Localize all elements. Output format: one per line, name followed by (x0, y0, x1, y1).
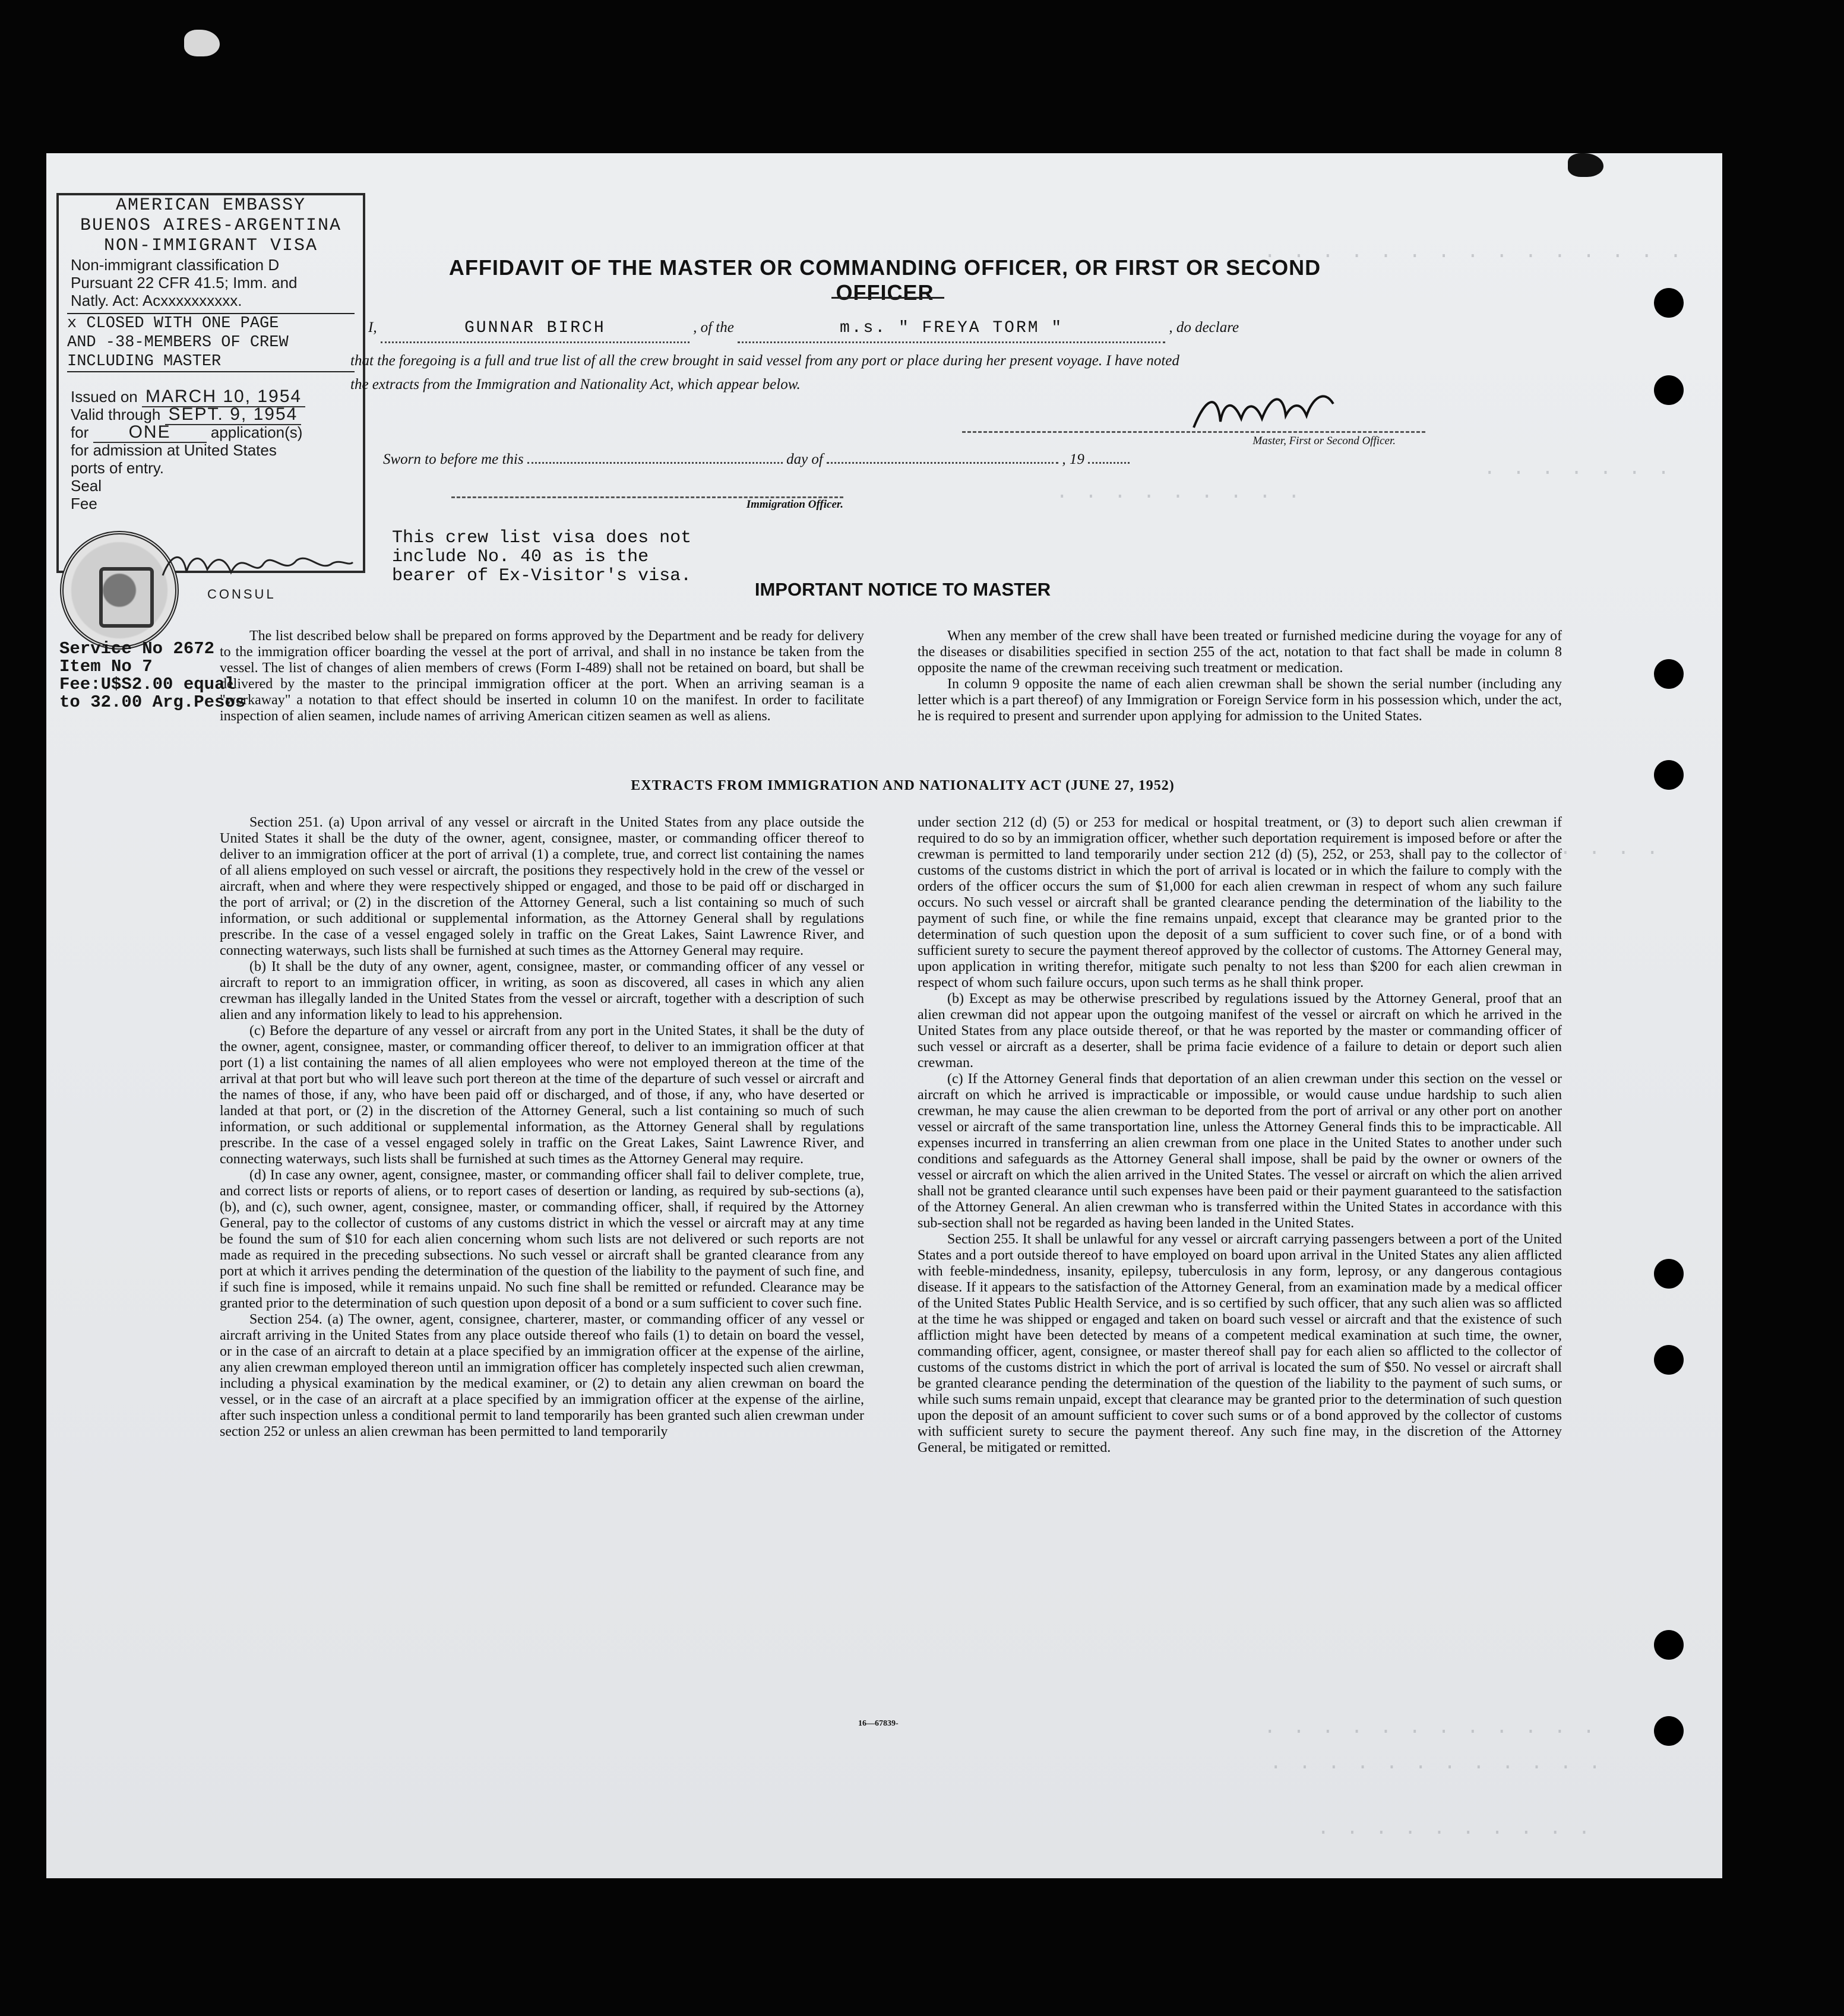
stamp-visa-type: NON-IMMIGRANT VISA (103, 236, 318, 256)
day-of-label: day of (786, 451, 823, 467)
sworn-label: Sworn to before me this (383, 451, 524, 467)
declaration-line-2: that the foregoing is a full and true list of all the crew brought in said vessel from any port or place during her present voyage. I have noted (350, 353, 1179, 369)
bleed-through: · · · · · · (1501, 842, 1661, 865)
stamp-issued-date: MARCH 10, 1954 (142, 387, 305, 407)
year-blank (1088, 452, 1130, 464)
stamp-for-label: for (71, 423, 89, 441)
item-number: Item No 7 (59, 657, 153, 676)
service-number: Service No 2672 (59, 639, 215, 659)
stamp-classification: Non-immigrant classification D (71, 256, 280, 274)
stamp-city: BUENOS AIRES-ARGENTINA (80, 216, 342, 236)
punch-hole (1654, 1345, 1684, 1375)
bleed-through: · · · · · · · · · · · · · · · (1264, 245, 1684, 268)
visa-stamp (56, 193, 365, 602)
notice-paragraph: In column 9 opposite the name of each alien crewman shall be shown the serial number (including any letter which is a part thereof) of any Immigration or Foreign Service form in his possession which, under the act, he is required to present and surrender upon applying for admission to the United States. (918, 676, 1562, 724)
notice-paragraph: When any member of the crew shall have been treated or furnished medicine during the voyage for any of the diseases or disabilities specified in section 255 of the act, notation to that fact shall be made in column 8 opposite the name of the crewman receiving such treatment or medication. (918, 628, 1562, 676)
notice-left-column (220, 628, 864, 724)
notice-title: IMPORTANT NOTICE TO MASTER (754, 579, 1051, 600)
typed-visa-note (392, 528, 691, 586)
bleed-through: · · · · · · · · · · · · (1264, 1721, 1598, 1743)
extracts-right-column (918, 815, 1562, 1456)
stamp-fee-label: Fee (71, 495, 97, 512)
do-declare-label: , do declare (1169, 319, 1239, 336)
stamp-valid (59, 406, 363, 423)
of-the-label: , of the (693, 319, 734, 336)
stamp-issued (59, 388, 363, 406)
paper-scrap (184, 30, 220, 56)
punch-hole (1654, 1259, 1684, 1289)
punch-hole (1654, 288, 1684, 318)
notice-paragraph: The list described below shall be prepared on forms approved by the Department and be ready for delivery to the immigration officer boarding the vessel at the port of arrival, and shall in no instance be taken from the vessel. The list of changes of alien members of crews (Form I-489) shall not be retained on board, but shall be delivered by the master to the principal immigration officer at the port. When an arriving seaman is a "workaway" a notation to that effect should be inserted in column 10 on the manifest. In order to facilitate inspection of alien seamen, include names of arriving American citizen seamen as well as aliens. (220, 628, 864, 724)
act-paragraph: (b) It shall be the duty of any owner, agent, consignee, master, or commanding officer of any vessel or aircraft to report to an immigration officer, in writing, as soon as discovered, all cases in which any alien crewman has illegally landed in the United States from the vessel or aircraft, together with a description of such alien and any information likely to lead to his apprehension. (220, 959, 864, 1023)
act-paragraph: (d) In case any owner, agent, consignee, master, or commanding officer shall fail to deliver complete, true, and correct lists or reports of aliens, or to report cases of desertion or landing, as required by sub-sections (a), (b), and (c), such owner, agent, consignee, master, or commanding officer, shall, if required by the Attorney General, pay to the collector of customs of any customs district in which the vessel or aircraft may at any time be found the sum of $10 for each alien concerning whom such lists are not delivered or such reports are not made as required in the preceding subsections. No such vessel or aircraft shall be granted clearance from any port at which it arrives pending the determination of the question of the liability to the payment of such fine, and if such fine is imposed, while it remains unpaid. No such fine shall be remitted or refunded. Clearance may be granted prior to the determination of such question upon deposit of a bond or a sum sufficient to cover such fine. (220, 1167, 864, 1311)
fee-amount: Fee:U$S2.00 equal (59, 675, 235, 694)
bleed-through: · · · · · · · · · · (1317, 1822, 1593, 1844)
act-paragraph: Section 254. (a) The owner, agent, consignee, charterer, master, or commanding officer of any vessel or aircraft arriving in the United States from any place outside thereof who fails (1) to detain on board the vessel, or in the case of an aircraft to detain at a place specified by an immigration officer at the expense of the airline, any alien crewman employed thereon until an immigration officer has completely inspected such alien crewman, including a physical examination by the medical examiner, or (2) to detain any alien crewman on board the vessel, or in the case of an aircraft at a place specified by an immigration officer at the expense of the airline, after such inspection unless a conditional permit to land temporarily has been granted such alien crewman under section 252 or unless an alien crewman has been permitted to land temporarily (220, 1312, 864, 1439)
punch-hole (1654, 1630, 1684, 1660)
stamp-application-label: application(s) (210, 423, 303, 441)
stamp-for (59, 423, 363, 441)
act-paragraph: under section 212 (d) (5) or 253 for medical or hospital treatment, or (3) to deport such alien crewman if required to do so by an immigration officer, whether such deportation requirement is imposed before or after the crewman is permitted to land temporarily under section 212 (d) (5), 252, or 253, shall pay to the collector of customs of the customs district in which the port of arrival is located or in which the failure to comply with the orders of the officer occurs the sum of $1,000 for each alien crewman in respect of whom any such failure occurs. No such vessel or aircraft shall be granted clearance pending the determination of the liability to the payment of such fine, or while the fine remains unpaid, except that clearance may be granted prior to the determination of such question upon the deposit of a sum sufficient to cover such fine, or of a bond with sufficient surety to secure the payment thereof approved by the collector of customs. The Attorney General may, upon application in writing therefor, mitigate such penalty to not less than $200 for each alien crewman in respect of whom such failure occurs, upon such terms as he shall think proper. (918, 815, 1562, 990)
bleed-through: · · · · · · · (1484, 462, 1672, 485)
typed-note-line: bearer of Ex-Visitor's visa. (392, 566, 692, 586)
stamp-valid-date: SEPT. 9, 1954 (165, 404, 302, 425)
punch-hole (1654, 659, 1684, 689)
sworn-line (383, 451, 1130, 468)
declaration-line-1 (350, 315, 1437, 343)
extracts-title: EXTRACTS FROM IMMIGRATION AND NATIONALITY ACT (JUNE 27, 1952) (631, 778, 1175, 793)
act-paragraph: (c) Before the departure of any vessel or aircraft from any port in the United States, it shall be the duty of the owner, agent, consignee, master, or commanding officer thereof, to deliver to an immigration officer at that port (1) a list containing the names of all alien employees who were not employed thereon at the time of the arrival at that port but who will leave such port thereon at the time of the departure of such vessel or aircraft and the names of those, if any, who have been paid off or discharged, and of those, if any, who have deserted or landed at that port, or (2) in the discretion of the Attorney General, such a list containing so much of such information, or such additional or supplemental information, as the Attorney General shall by regulations prescribe. In the case of a vessel engaged solely in traffic on the Great Lakes, Saint Lawrence River, and connecting waterways, such lists shall be furnished at such times as the Attorney General may require. (220, 1023, 864, 1167)
notice-right-column (918, 628, 1562, 724)
signature-line (962, 431, 1425, 433)
consul-label: CONSUL (207, 587, 276, 602)
typed-note-line: include No. 40 as is the (392, 547, 649, 567)
stamp-admission-1: for admission at United States (71, 441, 277, 459)
stamp-issued-label: Issued on (71, 388, 138, 406)
stamp-embassy: AMERICAN EMBASSY (115, 195, 306, 216)
consul-signature (160, 546, 356, 587)
title-divider (831, 297, 944, 299)
vessel-name: m.s. " FREYA TORM " (738, 315, 1165, 343)
immigration-officer-block (451, 488, 843, 512)
signature-caption: Master, First or Second Officer. (1252, 435, 1396, 447)
immigration-officer-caption: Immigration Officer. (746, 498, 843, 511)
paper-scrap (1568, 153, 1603, 177)
stamp-seal-label: Seal (71, 477, 102, 495)
master-signature-block (962, 386, 1425, 451)
stamp-closed-box (67, 313, 355, 372)
typed-note-line: This crew list visa does not (392, 528, 692, 548)
sworn-blank (527, 452, 783, 464)
punch-hole (1654, 375, 1684, 405)
stamp-closed-line: x CLOSED WITH ONE PAGE (67, 315, 279, 333)
bleed-through: · · · · · · · · · (1056, 486, 1302, 508)
day-blank (827, 452, 1058, 464)
stamp-act: Natly. Act: Acxxxxxxxxxx. (71, 292, 242, 309)
affidavit-title: AFFIDAVIT OF THE MASTER OR COMMANDING OFFICER, OR FIRST OR SECOND OFFICER (448, 255, 1321, 305)
service-stamp (59, 640, 245, 711)
year-label: , 19 (1062, 451, 1084, 467)
punch-hole (1654, 1716, 1684, 1746)
stamp-valid-label: Valid through (71, 406, 161, 423)
declaration-line-3: the extracts from the Immigration and Nationality Act, which appear below. (350, 376, 801, 393)
act-paragraph: Section 255. It shall be unlawful for any vessel or aircraft carrying passengers between a port of the United States and a port outside thereof to have employed on board upon arrival in the United States any alien afflicted with feeble-mindedness, insanity, epilepsy, tuberculosis in any form, leprosy, or any dangerous contagious disease. If it appears to the satisfaction of the Attorney General, from an examination made by a medical officer of the United States Public Health Service, and is so certified by such officer, that any such alien was so afflicted at the time he was shipped or engaged and taken on board such vessel or aircraft and that the existence of such affliction might have been detected by means of a competent medical examination at such time, the owner, commanding officer, agent, consignee, or master thereof shall pay for each alien so afflicted to the collector of customs of the customs district in which the port of arrival is located the sum of $50. No vessel or aircraft shall be granted clearance pending the determination of the question of the liability to the payment of such sums, or while such sums remain unpaid, except that clearance may be granted prior to the determination of such question upon the deposit of an amount sufficient to cover such sums or of a bond approved by the collector of customs with sufficient surety to secure the payment thereof. Any such fine may, in the discretion of the Attorney General, be mitigated or remitted. (918, 1232, 1562, 1455)
punch-hole (1654, 760, 1684, 790)
i-label: I, (368, 319, 377, 336)
master-name: GUNNAR BIRCH (381, 315, 689, 343)
stamp-for-value: ONE (93, 422, 207, 443)
stamp-closed-line: INCLUDING MASTER (67, 353, 222, 371)
stamp-admission-2: ports of entry. (71, 459, 165, 477)
form-number: 16—67839- (858, 1719, 899, 1728)
stamp-closed-line: AND -38-MEMBERS OF CREW (67, 334, 289, 352)
bleed-through: · · · · · · · · · · · · (1270, 1757, 1603, 1779)
fee-pesos: to 32.00 Arg.Pesos (59, 692, 246, 712)
act-paragraph: (c) If the Attorney General finds that deportation of an alien crewman under this section on the vessel or aircraft on which he arrived is impracticable or impossible, or would cause undue hardship to such alien crewman, he may cause the alien crewman to be deported from the port of arrival or any other port on another vessel or aircraft of the same transportation line, unless the Attorney General finds this to be impracticable. All expenses incurred in transferring an alien crewman from one place in the United States to another under such conditions and safeguards as the Attorney General shall impose, shall be paid by the owner or owners of the vessel or aircraft on which the alien arrived in the United States. The vessel or aircraft on which the alien arrived shall not be granted clearance until such expenses have been paid or their payment guaranteed to the satisfaction of the Attorney General. An alien crewman who is transferred within the United States in accordance with this sub-section shall not be regarded as having been landed in the United States. (918, 1071, 1562, 1231)
act-paragraph: (b) Except as may be otherwise prescribed by regulations issued by the Attorney General, proof that an alien crewman did not appear upon the outgoing manifest of the vessel or aircraft on which he arrived in the United States from any place outside thereof, or that he was reported by the master or commanding officer of such vessel or aircraft as a deserter, shall be prima facie evidence of a failure to detain or deport such alien crewman. (918, 991, 1562, 1071)
act-paragraph: Section 251. (a) Upon arrival of any vessel or aircraft in the United States from any place outside the United States it shall be the duty of the owner, agent, consignee, master, or commanding officer thereof to deliver to an immigration officer at the port of arrival (1) a complete, true, and correct list containing the names of all aliens employed on such vessel or aircraft, the positions they respectively hold in the crew of the vessel or aircraft, when and where they were respectively shipped or engaged, and those to be paid off or discharged in the port of arrival; or (2) in the discretion of the Attorney General, such a list containing so much of such information, or such additional or supplemental information, as the Attorney General shall by regulations prescribe. In the case of a vessel engaged solely in traffic on the Great Lakes, Saint Lawrence River, and connecting waterways, such lists shall be furnished at such times as the Attorney General may require. (220, 815, 864, 958)
extracts-left-column (220, 815, 864, 1440)
stamp-pursuant: Pursuant 22 CFR 41.5; Imm. and (71, 274, 298, 292)
